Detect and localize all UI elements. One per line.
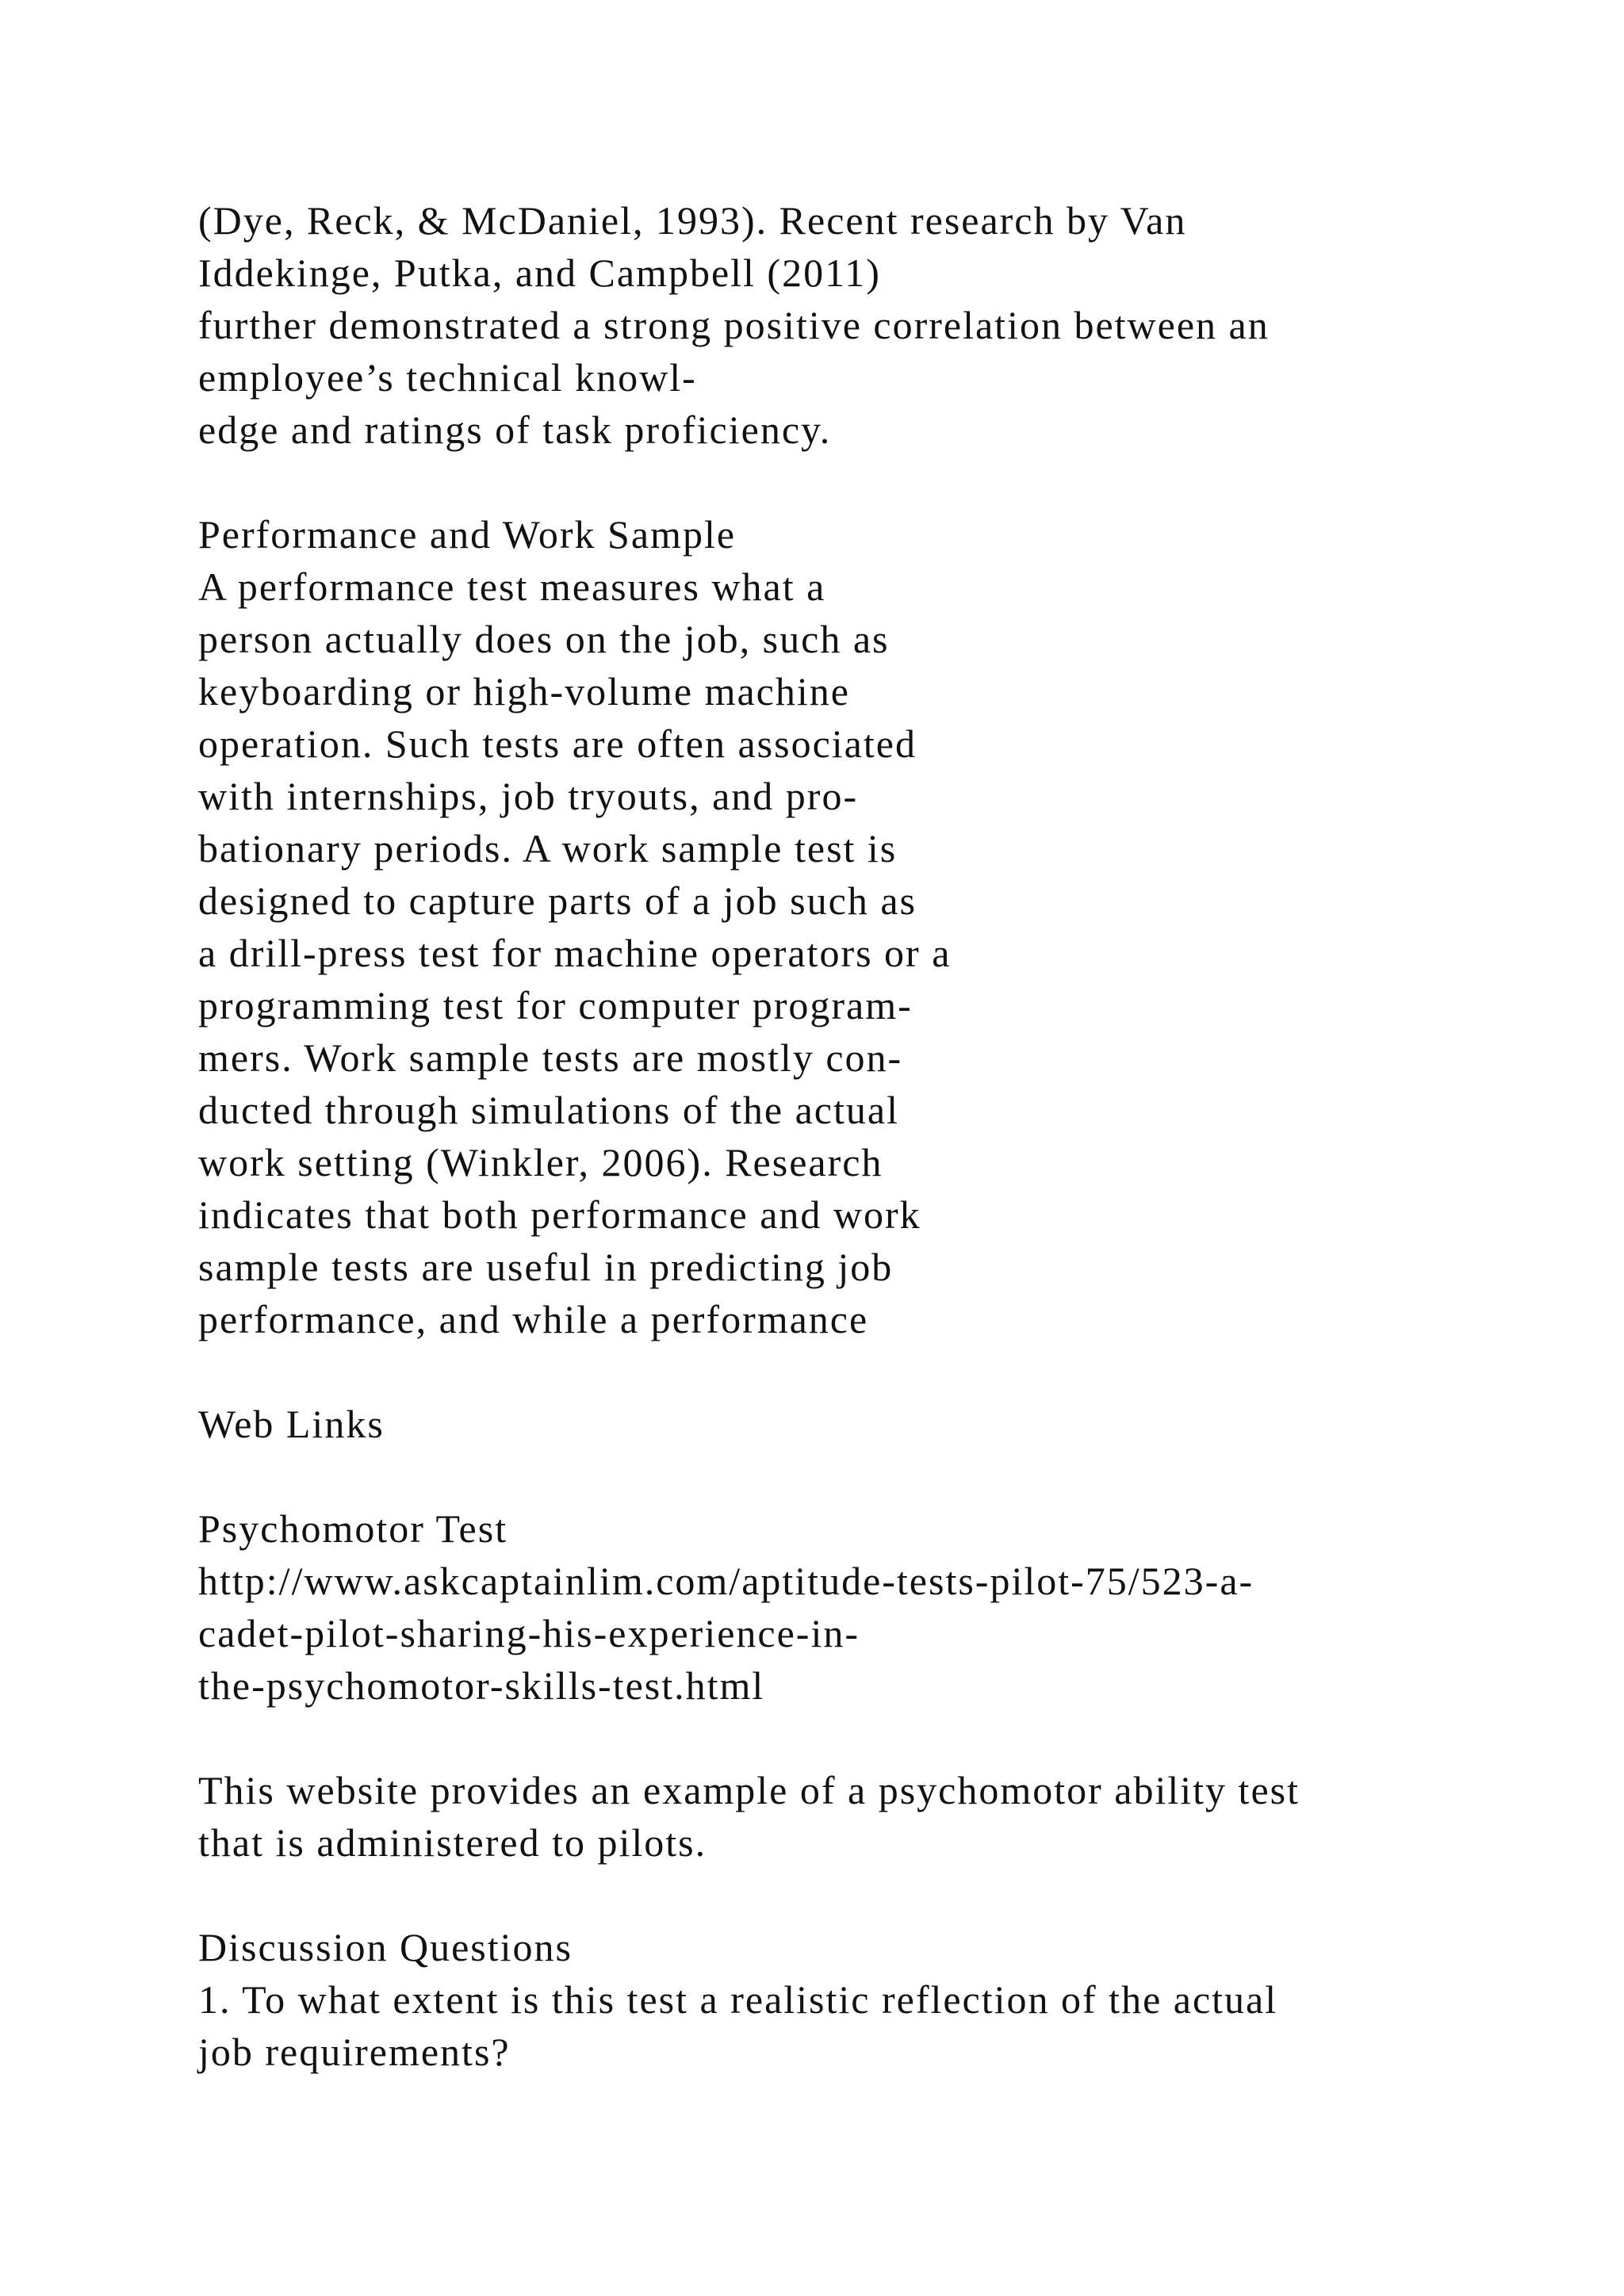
section-heading-web-links: Web Links	[198, 1402, 385, 1446]
discussion-question-line: 1. To what extent is this test a realistic reflection of the actual	[198, 1977, 1278, 2022]
body-line: person actually does on the job, such as	[198, 617, 890, 661]
paragraph-gap	[198, 1345, 1483, 1398]
body-line: ducted through simulations of the actual	[198, 1088, 899, 1132]
link-description-line: that is administered to pilots.	[198, 1820, 707, 1865]
body-line: performance, and while a performance	[198, 1297, 869, 1341]
body-line: mers. Work sample tests are mostly con-	[198, 1035, 903, 1080]
link-url-line[interactable]: the-psychomotor-skills-test.html	[198, 1663, 765, 1708]
paragraph-gap	[198, 1450, 1483, 1502]
body-line: indicates that both performance and work	[198, 1192, 921, 1237]
body-line: sample tests are useful in predicting job	[198, 1245, 894, 1289]
document-body	[198, 194, 1483, 2078]
paragraph-gap	[198, 1869, 1483, 1921]
body-line: further demonstrated a strong positive correlation between an	[198, 303, 1270, 347]
paragraph-gap	[198, 1712, 1483, 1764]
section-heading-performance: Performance and Work Sample	[198, 512, 737, 557]
body-line: designed to capture parts of a job such as	[198, 878, 917, 923]
body-line: programming test for computer program-	[198, 983, 913, 1027]
link-description-line: This website provides an example of a psychomotor ability test	[198, 1768, 1300, 1812]
body-line: (Dye, Reck, & McDaniel, 1993). Recent research by Van	[198, 198, 1187, 243]
body-line: employee’s technical knowl-	[198, 355, 697, 400]
body-line: bationary periods. A work sample test is	[198, 826, 898, 871]
body-line: keyboarding or high-volume machine	[198, 669, 850, 714]
link-url-line[interactable]: http://www.askcaptainlim.com/aptitude-tests-pilot-75/523-a-	[198, 1559, 1254, 1603]
section-heading-discussion: Discussion Questions	[198, 1925, 573, 1969]
body-line: A performance test measures what a	[198, 564, 826, 609]
body-line: edge and ratings of task proficiency.	[198, 408, 832, 452]
paragraph-gap	[198, 456, 1483, 508]
body-line: work setting (Winkler, 2006). Research	[198, 1140, 883, 1184]
body-line: a drill-press test for machine operators or a	[198, 931, 952, 975]
body-line: Iddekinge, Putka, and Campbell (2011)	[198, 251, 881, 295]
discussion-question-line: job requirements?	[198, 2030, 511, 2074]
link-title: Psychomotor Test	[198, 1506, 508, 1551]
link-url-line[interactable]: cadet-pilot-sharing-his-experience-in-	[198, 1611, 860, 1655]
body-line: operation. Such tests are often associated	[198, 721, 917, 766]
body-line: with internships, job tryouts, and pro-	[198, 774, 859, 818]
